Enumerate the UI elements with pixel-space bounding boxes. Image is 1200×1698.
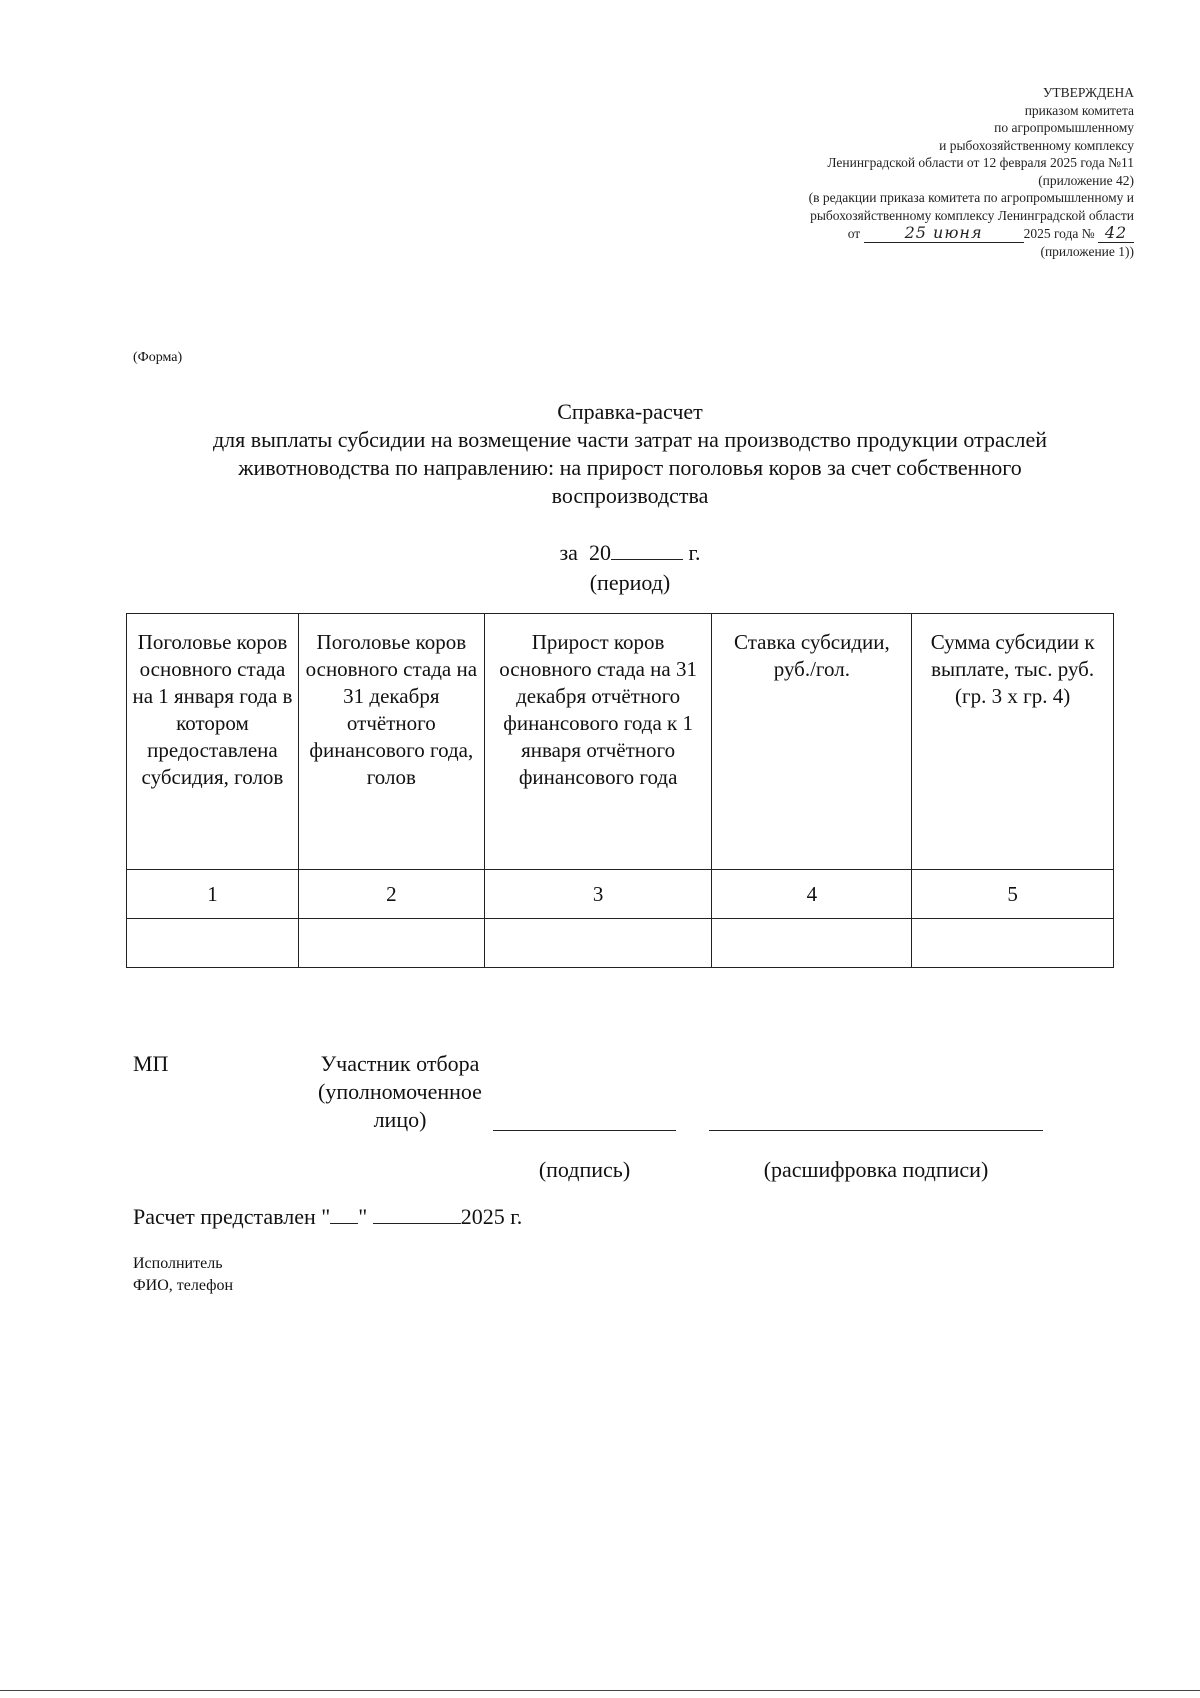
- column-number: 4: [712, 870, 912, 919]
- period-suffix: г.: [688, 540, 701, 565]
- signature-label: (подпись): [538, 1157, 631, 1182]
- column-number: 5: [912, 870, 1114, 919]
- page-bottom-rule: [0, 1690, 1200, 1691]
- header-cell: Сумма субсидии к выплате, тыс. руб. (гр. 3 х гр. 4): [912, 614, 1114, 870]
- approval-block: [574, 84, 1134, 260]
- submitted-day-blank[interactable]: [330, 1203, 358, 1224]
- submitted-line: [133, 1203, 522, 1231]
- handwritten-number: 42: [1098, 224, 1134, 243]
- approval-line: по агропромышленному: [994, 120, 1134, 135]
- period-label: (период): [589, 570, 671, 595]
- header-cell: Поголовье коров основного стада на 31 декабря отчётного финансового года, голов: [298, 614, 484, 870]
- approval-line: Ленинградской области от 12 февраля 2025 года №11: [827, 155, 1134, 170]
- signature-decode-line[interactable]: [709, 1130, 1043, 1131]
- table-header-row: [127, 614, 1114, 870]
- approval-line: (приложение 42): [1038, 172, 1134, 188]
- participant-line: лицо): [373, 1107, 427, 1132]
- approval-line: приказом комитета: [1024, 102, 1134, 118]
- column-number: 2: [298, 870, 484, 919]
- participant-label: [300, 1050, 500, 1134]
- stamp-place-label: МП: [133, 1051, 169, 1076]
- submitted-prefix: Расчет представлен ": [133, 1204, 331, 1229]
- signature-line[interactable]: [493, 1130, 676, 1131]
- header-cell: Ставка субсидии, руб./гол.: [712, 614, 912, 870]
- approval-line: рыбохозяйственному комплексу Ленинградской области: [810, 207, 1134, 223]
- table-row: [127, 919, 1114, 968]
- executor-block: [133, 1253, 233, 1297]
- participant-line: Участник отбора: [320, 1051, 480, 1076]
- title-line: для выплаты субсидии на возмещение части затрат на производство продукции отраслей: [212, 427, 1048, 452]
- period-block: [60, 538, 1200, 598]
- data-cell[interactable]: [712, 919, 912, 968]
- handwritten-date: 25 июня: [864, 224, 1024, 243]
- signature-decode-label: (расшифровка подписи): [763, 1157, 989, 1182]
- column-number: 3: [484, 870, 712, 919]
- header-cell: Поголовье коров основного стада на 1 января года в котором предоставлена субсидия, голов: [127, 614, 299, 870]
- calculation-table: [126, 613, 1114, 968]
- data-cell[interactable]: [298, 919, 484, 968]
- participant-line: (уполномоченное: [318, 1079, 482, 1104]
- approval-annex: (приложение 1)): [1040, 243, 1134, 259]
- form-label: (Форма): [133, 350, 183, 365]
- data-cell[interactable]: [912, 919, 1114, 968]
- submitted-quote: ": [358, 1204, 368, 1229]
- executor-label: Исполнитель: [133, 1255, 223, 1272]
- document-title: [60, 398, 1200, 510]
- title-main: Справка-расчет: [557, 399, 703, 424]
- period-year-blank[interactable]: [611, 539, 683, 560]
- title-line: воспроизводства: [551, 483, 709, 508]
- date-prefix: от: [847, 226, 861, 241]
- column-number-row: [127, 870, 1114, 919]
- executor-contact-label: ФИО, телефон: [133, 1277, 234, 1294]
- column-number: 1: [127, 870, 299, 919]
- data-cell[interactable]: [484, 919, 712, 968]
- period-line: [60, 538, 1200, 568]
- period-year: [589, 540, 683, 565]
- period-prefix: за: [559, 540, 578, 565]
- approval-date-line: [574, 224, 1134, 243]
- header-cell: Прирост коров основного стада на 31 декабря отчётного финансового года к 1 января отчётного финансового года: [484, 614, 712, 870]
- period-year-start: 20: [588, 540, 611, 565]
- submitted-month-blank[interactable]: [373, 1203, 461, 1224]
- approval-line: УТВЕРЖДЕНА: [1042, 85, 1134, 100]
- approval-line: (в редакции приказа комитета по агропромышленному и: [808, 190, 1134, 205]
- approval-line: и рыбохозяйственному комплексу: [939, 137, 1134, 153]
- year-text: 2025 года №: [1023, 226, 1095, 241]
- data-cell[interactable]: [127, 919, 299, 968]
- title-line: животноводства по направлению: на прирост поголовья коров за счет собственного: [238, 455, 1022, 480]
- submitted-year: 2025 г.: [460, 1204, 523, 1229]
